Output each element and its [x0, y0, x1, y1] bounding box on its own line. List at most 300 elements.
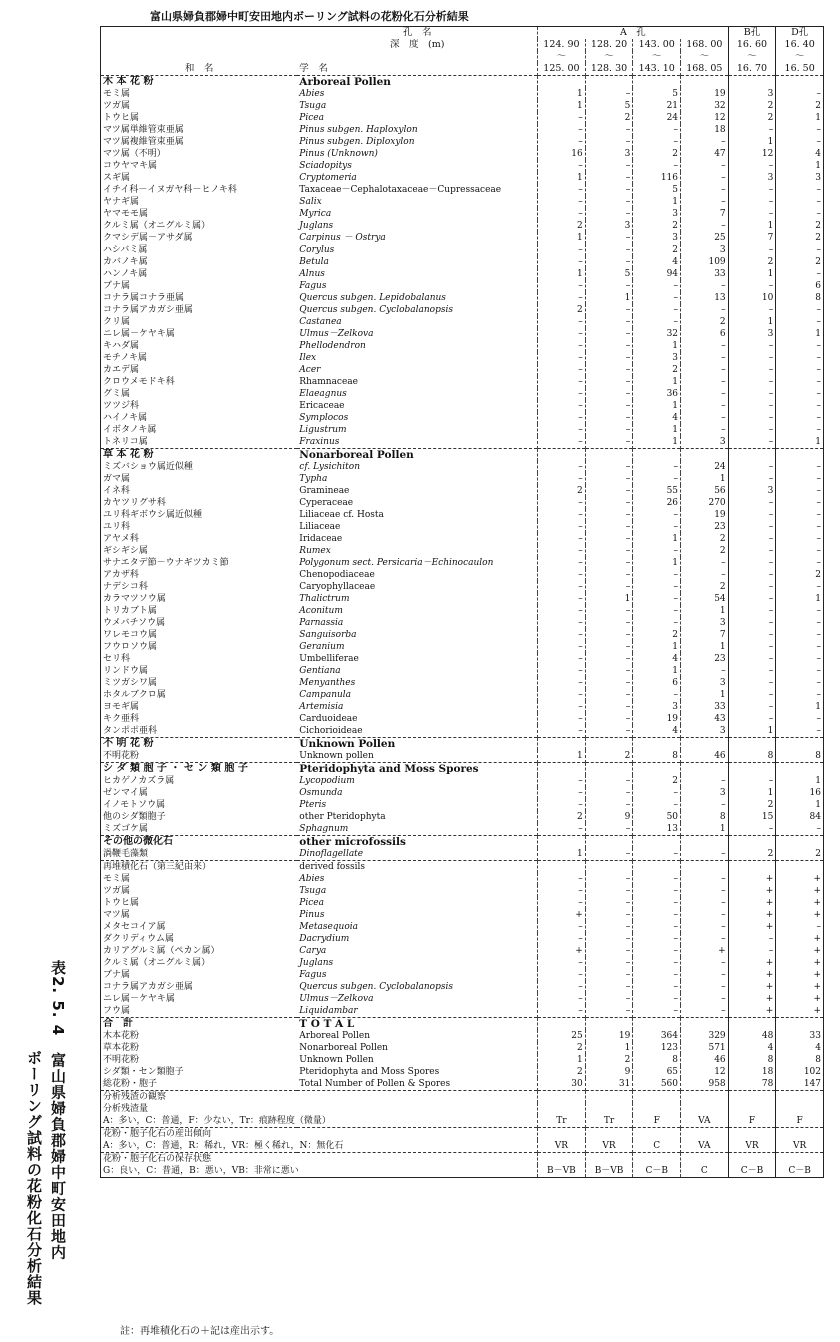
- count-cell: 2: [633, 629, 681, 641]
- scientific-name: Fraxinus: [299, 437, 340, 447]
- depth-tilde: 〜: [728, 51, 776, 63]
- count-cell: 958: [681, 1078, 729, 1091]
- count-cell: –: [538, 545, 586, 557]
- scientific-name: T O T A L: [297, 1018, 537, 1031]
- count-cell: 3: [633, 208, 681, 220]
- count-cell: 1: [728, 268, 776, 280]
- count-cell: –: [776, 653, 824, 665]
- count-cell: +: [728, 981, 776, 993]
- count-cell: –: [776, 617, 824, 629]
- count-cell: –: [538, 509, 586, 521]
- notes-value: F: [728, 1115, 776, 1128]
- japanese-name: その他の微化石: [101, 836, 298, 849]
- count-cell: –: [585, 848, 633, 861]
- table-row: [101, 136, 824, 148]
- count-cell: –: [538, 412, 586, 424]
- count-cell: 2: [585, 1054, 633, 1066]
- count-cell: 50: [633, 811, 681, 823]
- count-cell: –: [538, 665, 586, 677]
- scientific-name: Abies: [299, 89, 325, 99]
- count-cell: –: [776, 605, 824, 617]
- count-cell: 12: [681, 1066, 729, 1078]
- scientific-name: Fagus: [299, 281, 327, 291]
- count-cell: 3: [776, 172, 824, 184]
- japanese-name: 他のシダ類胞子: [103, 812, 166, 822]
- count-cell: –: [538, 593, 586, 605]
- table-row: [101, 665, 824, 677]
- count-cell: –: [585, 569, 633, 581]
- count-cell: 1: [633, 340, 681, 352]
- table-row: [101, 581, 824, 593]
- count-cell: [681, 738, 729, 751]
- japanese-name: ツガ属: [103, 101, 131, 111]
- count-cell: –: [538, 629, 586, 641]
- count-cell: –: [728, 304, 776, 316]
- count-cell: 7: [681, 208, 729, 220]
- table-row: [101, 292, 824, 304]
- count-cell: –: [585, 316, 633, 328]
- table-row: [101, 689, 824, 701]
- count-cell: 1: [633, 533, 681, 545]
- count-cell: –: [728, 208, 776, 220]
- table-row: [101, 945, 824, 957]
- count-cell: –: [776, 340, 824, 352]
- count-cell: +: [728, 993, 776, 1005]
- notes-value: C－B: [633, 1165, 681, 1178]
- count-cell: –: [776, 400, 824, 412]
- scientific-name: Cryptomeria: [299, 173, 357, 183]
- scientific-name: Nonarboreal Pollen: [297, 449, 537, 462]
- count-cell: 78: [728, 1078, 776, 1091]
- count-cell: –: [585, 436, 633, 449]
- count-cell: –: [776, 424, 824, 436]
- table-row: [101, 473, 824, 485]
- depth-tilde: 〜: [538, 51, 586, 63]
- count-cell: 1: [538, 100, 586, 112]
- header-blank: [101, 27, 298, 40]
- count-cell: 3: [585, 148, 633, 160]
- count-cell: +: [776, 969, 824, 981]
- count-cell: [776, 1018, 824, 1031]
- scientific-name: Pteridophyta and Moss Spores: [297, 763, 537, 776]
- count-cell: 43: [681, 713, 729, 725]
- count-cell: +: [776, 957, 824, 969]
- count-cell: [728, 861, 776, 874]
- count-cell: 102: [776, 1066, 824, 1078]
- count-cell: 8: [633, 1054, 681, 1066]
- count-cell: –: [538, 775, 586, 787]
- table-row: [101, 340, 824, 352]
- table-row: [101, 400, 824, 412]
- count-cell: 54: [681, 593, 729, 605]
- japanese-name: トネリコ属: [103, 437, 148, 447]
- count-cell: [681, 861, 729, 874]
- count-cell: 1: [633, 400, 681, 412]
- count-cell: –: [776, 304, 824, 316]
- notes-legend-row: [101, 1115, 824, 1128]
- scientific-name: Cichorioideae: [299, 726, 363, 736]
- count-cell: –: [633, 689, 681, 701]
- count-cell: 2: [538, 1066, 586, 1078]
- count-cell: 3: [728, 485, 776, 497]
- count-cell: +: [728, 921, 776, 933]
- count-cell: –: [585, 485, 633, 497]
- count-cell: 24: [681, 461, 729, 473]
- depth-top: 124. 90: [538, 39, 586, 51]
- scientific-name: Unknown Pollen: [297, 738, 537, 751]
- count-cell: –: [633, 593, 681, 605]
- japanese-name: ハイノキ属: [103, 413, 148, 423]
- count-cell: –: [538, 981, 586, 993]
- count-cell: +: [776, 1005, 824, 1018]
- table-row: [101, 316, 824, 328]
- japanese-name: コナラ属アカガシ亜属: [103, 305, 193, 315]
- table-row: [101, 124, 824, 136]
- scientific-name: Ericaceae: [299, 401, 345, 411]
- count-cell: –: [776, 364, 824, 376]
- scientific-name: Unknown Pollen: [299, 1055, 374, 1065]
- table-row: [101, 208, 824, 220]
- japanese-name: カヤツリグサ科: [103, 498, 166, 508]
- table-row: [101, 521, 824, 533]
- count-cell: –: [633, 993, 681, 1005]
- notes-value: F: [633, 1115, 681, 1128]
- notes-heading-row: [101, 1091, 824, 1104]
- count-cell: 2: [681, 581, 729, 593]
- notes-blank: [585, 1103, 633, 1115]
- notes-subheading: 分析残渣量: [103, 1104, 149, 1114]
- japanese-name: ユリ科: [103, 522, 131, 532]
- count-cell: 2: [776, 100, 824, 112]
- header-blank: [297, 51, 537, 63]
- count-cell: –: [633, 473, 681, 485]
- scientific-name: Phellodendron: [299, 341, 366, 351]
- scientific-name: Elaeagnus: [299, 389, 347, 399]
- header-hole-row: [101, 27, 824, 40]
- count-cell: –: [585, 304, 633, 316]
- notes-blank: [681, 1128, 729, 1141]
- count-cell: 6: [681, 328, 729, 340]
- count-cell: –: [776, 689, 824, 701]
- count-cell: 25: [681, 232, 729, 244]
- depth-bottom: 143. 10: [633, 63, 681, 76]
- japanese-name: ホタルブクロ属: [103, 690, 166, 700]
- count-cell: –: [776, 196, 824, 208]
- count-cell: –: [728, 184, 776, 196]
- count-cell: 1: [776, 328, 824, 340]
- scientific-name: Salix: [299, 197, 322, 207]
- depth-label: 深 度 (m): [389, 39, 445, 50]
- count-cell: –: [538, 569, 586, 581]
- count-cell: –: [585, 787, 633, 799]
- count-cell: –: [681, 897, 729, 909]
- scientific-name: Juglans: [299, 958, 334, 968]
- depth-bottom: 128. 30: [585, 63, 633, 76]
- count-cell: 4: [633, 412, 681, 424]
- count-cell: –: [633, 957, 681, 969]
- count-cell: [538, 738, 586, 751]
- japanese-name: ヤナギ属: [103, 197, 140, 207]
- scientific-name: Rumex: [299, 546, 331, 556]
- japanese-name: ウメバチソウ属: [103, 618, 166, 628]
- notes-blank: [681, 1153, 729, 1166]
- table-row: [101, 1005, 824, 1018]
- count-cell: 329: [681, 1030, 729, 1042]
- count-cell: 33: [681, 701, 729, 713]
- count-cell: +: [728, 885, 776, 897]
- count-cell: –: [633, 136, 681, 148]
- japanese-name: タンポポ亜科: [103, 726, 158, 736]
- count-cell: –: [538, 316, 586, 328]
- scientific-name: Liliaceae cf. Hosta: [299, 510, 384, 520]
- count-cell: 1: [728, 136, 776, 148]
- japanese-name: トウヒ属: [103, 113, 140, 123]
- scientific-name: Gramineae: [299, 486, 350, 496]
- count-cell: 16: [776, 787, 824, 799]
- count-cell: –: [538, 256, 586, 268]
- count-cell: 2: [681, 533, 729, 545]
- count-cell: 2: [633, 244, 681, 256]
- count-cell: –: [633, 521, 681, 533]
- notes-blank: [585, 1153, 633, 1166]
- count-cell: –: [538, 933, 586, 945]
- notes-heading: 花粉・胞子化石の産出傾向: [101, 1128, 538, 1141]
- notes-blank: [776, 1128, 824, 1141]
- count-cell: 1: [585, 1042, 633, 1054]
- table-row: [101, 885, 824, 897]
- scientific-name: Menyanthes: [299, 678, 356, 688]
- notes-blank: [776, 1091, 824, 1104]
- count-cell: –: [681, 364, 729, 376]
- japanese-name: ゼンマイ属: [103, 788, 148, 798]
- count-cell: –: [538, 388, 586, 400]
- count-cell: –: [633, 569, 681, 581]
- count-cell: 1: [633, 376, 681, 388]
- scientific-name: Artemisia: [299, 702, 344, 712]
- japanese-name: リンドウ属: [103, 666, 149, 676]
- japanese-name: ヒカゲノカズラ属: [103, 776, 175, 786]
- count-cell: 12: [681, 112, 729, 124]
- count-cell: [681, 449, 729, 462]
- count-cell: –: [681, 172, 729, 184]
- scientific-name: Lycopodium: [299, 776, 355, 786]
- count-cell: –: [776, 88, 824, 100]
- japanese-name: ミズゴケ属: [103, 824, 149, 834]
- count-cell: –: [633, 897, 681, 909]
- count-cell: –: [585, 641, 633, 653]
- notes-value: C－B: [776, 1165, 824, 1178]
- caption-line-1: 表2. 5. 4 富山県婦負郡婦中町安田地内: [49, 960, 67, 1261]
- count-cell: –: [633, 605, 681, 617]
- scientific-name: Acer: [299, 365, 321, 375]
- count-cell: 1: [776, 112, 824, 124]
- notes-legend: A：多い，C：普通，F：少ない，Tr：痕跡程度（微量）: [103, 1116, 331, 1126]
- count-cell: [538, 76, 586, 89]
- table-row: [101, 787, 824, 799]
- hole-b: B孔: [728, 27, 776, 40]
- count-cell: 1: [538, 750, 586, 763]
- notes-value: Tr: [585, 1115, 633, 1128]
- count-cell: –: [681, 400, 729, 412]
- notes-legend-row: [101, 1165, 824, 1178]
- count-cell: [633, 836, 681, 849]
- scientific-name: other Pteridophyta: [299, 812, 386, 822]
- count-cell: 8: [728, 750, 776, 763]
- section-row: [101, 763, 824, 776]
- count-cell: 3: [681, 725, 729, 738]
- count-cell: 2: [728, 848, 776, 861]
- count-cell: –: [728, 424, 776, 436]
- count-cell: 33: [776, 1030, 824, 1042]
- count-cell: 2: [633, 364, 681, 376]
- notes-blank: [538, 1091, 586, 1104]
- count-cell: –: [633, 280, 681, 292]
- count-cell: 21: [633, 100, 681, 112]
- count-cell: –: [728, 436, 776, 449]
- table-row: [101, 981, 824, 993]
- notes-heading-row: [101, 1153, 824, 1166]
- count-cell: 3: [633, 232, 681, 244]
- table-row: [101, 909, 824, 921]
- count-cell: –: [538, 701, 586, 713]
- notes-blank: [633, 1103, 681, 1115]
- japanese-name: サナエタデ節－ウナギツカミ節: [103, 558, 229, 568]
- notes-blank: [585, 1091, 633, 1104]
- count-cell: 1: [776, 799, 824, 811]
- notes-value: VR: [776, 1140, 824, 1153]
- japanese-name: クリ属: [103, 317, 131, 327]
- notes-value: B－VB: [585, 1165, 633, 1178]
- japanese-name: 不明花粉: [103, 751, 140, 761]
- count-cell: –: [538, 112, 586, 124]
- header-blank: [101, 51, 298, 63]
- count-cell: 26: [633, 497, 681, 509]
- count-cell: 2: [776, 220, 824, 232]
- count-cell: –: [585, 461, 633, 473]
- count-cell: –: [585, 701, 633, 713]
- count-cell: –: [585, 629, 633, 641]
- count-cell: –: [538, 897, 586, 909]
- count-cell: [585, 76, 633, 89]
- count-cell: 3: [681, 244, 729, 256]
- count-cell: –: [538, 328, 586, 340]
- count-cell: –: [728, 581, 776, 593]
- scientific-name: Rhamnaceae: [299, 377, 358, 387]
- count-cell: –: [728, 388, 776, 400]
- section-row: [101, 836, 824, 849]
- count-cell: –: [728, 412, 776, 424]
- count-cell: –: [538, 364, 586, 376]
- scientific-name: Liquidambar: [299, 1006, 358, 1016]
- count-cell: 2: [776, 569, 824, 581]
- count-cell: [776, 861, 824, 874]
- count-cell: –: [776, 629, 824, 641]
- count-cell: –: [538, 689, 586, 701]
- section-row: [101, 449, 824, 462]
- japanese-name: ギシギシ属: [103, 546, 148, 556]
- count-cell: [585, 763, 633, 776]
- count-cell: 1: [538, 172, 586, 184]
- count-cell: –: [728, 775, 776, 787]
- count-cell: –: [728, 945, 776, 957]
- table-title: 富山県婦負郡婦中町安田地内ボーリング試料の花粉化石分析結果: [150, 10, 469, 23]
- count-cell: –: [585, 945, 633, 957]
- count-cell: 9: [585, 811, 633, 823]
- count-cell: –: [585, 581, 633, 593]
- depth-top: 128. 20: [585, 39, 633, 51]
- japanese-name: 木 本 花 粉: [101, 76, 298, 89]
- count-cell: +: [776, 897, 824, 909]
- count-cell: 123: [633, 1042, 681, 1054]
- count-cell: 1: [776, 701, 824, 713]
- japanese-name: メタセコイア属: [103, 922, 166, 932]
- count-cell: –: [585, 232, 633, 244]
- japanese-name: キハダ属: [103, 341, 140, 351]
- count-cell: –: [585, 545, 633, 557]
- count-cell: –: [585, 256, 633, 268]
- count-cell: 270: [681, 497, 729, 509]
- notes-legend: A：多い，C：普通，R：稀れ，VR：極く稀れ，N：無化石: [103, 1141, 344, 1151]
- scientific-name: Sanguisorba: [299, 630, 357, 640]
- count-cell: –: [776, 316, 824, 328]
- table-row: [101, 811, 824, 823]
- count-cell: 2: [681, 316, 729, 328]
- count-cell: +: [728, 1005, 776, 1018]
- count-cell: –: [585, 713, 633, 725]
- count-cell: +: [728, 909, 776, 921]
- count-cell: –: [728, 641, 776, 653]
- count-cell: –: [538, 160, 586, 172]
- table-row: [101, 412, 824, 424]
- depth-top: 16. 40: [776, 39, 824, 51]
- notes-blank: [633, 1128, 681, 1141]
- table-row: [101, 848, 824, 861]
- count-cell: –: [633, 933, 681, 945]
- scientific-name: Quercus subgen. Cyclobalanopsis: [299, 982, 453, 992]
- count-cell: 13: [681, 292, 729, 304]
- depth-bottom: 125. 00: [538, 63, 586, 76]
- scientific-name: Geranium: [299, 642, 345, 652]
- table-row: [101, 424, 824, 436]
- count-cell: –: [728, 689, 776, 701]
- count-cell: –: [681, 424, 729, 436]
- japanese-name: フウ属: [103, 1006, 131, 1016]
- section-row: [101, 76, 824, 89]
- count-cell: –: [633, 160, 681, 172]
- count-cell: 1: [633, 665, 681, 677]
- notes-blank: [728, 1128, 776, 1141]
- count-cell: –: [633, 873, 681, 885]
- count-cell: 16: [538, 148, 586, 160]
- scientific-name: Metasequoia: [299, 922, 358, 932]
- count-cell: 47: [681, 148, 729, 160]
- count-cell: –: [776, 497, 824, 509]
- count-cell: –: [538, 400, 586, 412]
- count-cell: –: [681, 665, 729, 677]
- count-cell: –: [728, 533, 776, 545]
- count-cell: –: [681, 280, 729, 292]
- japanese-name: フウロソウ属: [103, 642, 158, 652]
- depth-tilde: 〜: [633, 51, 681, 63]
- count-cell: 48: [728, 1030, 776, 1042]
- count-cell: 1: [728, 787, 776, 799]
- scientific-name: Polygonum sect. Persicaria－Echinocaulon: [299, 558, 494, 568]
- notes-value: VR: [585, 1140, 633, 1153]
- count-cell: –: [681, 873, 729, 885]
- count-cell: 8: [776, 292, 824, 304]
- count-cell: 23: [681, 653, 729, 665]
- table-row: [101, 304, 824, 316]
